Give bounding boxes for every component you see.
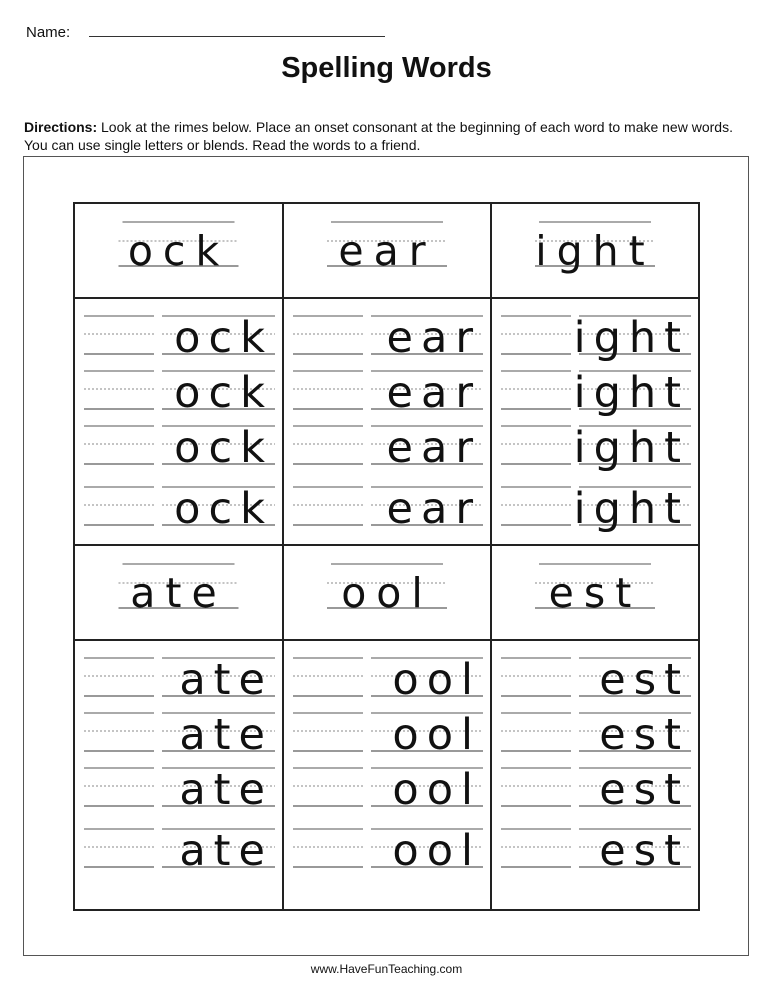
- rime-word-ock: ock: [174, 484, 273, 534]
- rime-word-ool: ool: [392, 655, 481, 705]
- rime-word-ear: ear: [386, 313, 481, 363]
- rime-word-ock: ock: [174, 423, 273, 473]
- header-rime-ock: ock: [127, 227, 230, 275]
- rime-word-ear: ear: [386, 368, 481, 418]
- rime-word-ool: ool: [392, 765, 481, 815]
- rime-word-ear: ear: [386, 484, 481, 534]
- header-rime-est: est: [548, 569, 642, 617]
- rime-word-ight: ight: [573, 423, 689, 473]
- rime-word-ate: ate: [179, 826, 273, 876]
- header-rime-ool: ool: [341, 569, 433, 617]
- rime-word-est: est: [599, 765, 689, 815]
- rime-word-est: est: [599, 826, 689, 876]
- rime-word-ool: ool: [392, 710, 481, 760]
- rime-word-ate: ate: [179, 655, 273, 705]
- rime-word-ear: ear: [386, 423, 481, 473]
- header-rime-ight: ight: [535, 227, 655, 275]
- footer-url: www.HaveFunTeaching.com: [310, 962, 463, 976]
- rime-word-ock: ock: [174, 368, 273, 418]
- name-label: Name:: [26, 24, 71, 41]
- directions-label: Directions:: [24, 119, 98, 135]
- rime-word-ight: ight: [573, 313, 689, 363]
- rime-word-ate: ate: [179, 765, 273, 815]
- header-rime-ear: ear: [338, 227, 436, 275]
- rime-word-est: est: [599, 710, 689, 760]
- header-rime-ate: ate: [130, 569, 227, 617]
- rime-word-ight: ight: [573, 368, 689, 418]
- rime-word-ock: ock: [174, 313, 273, 363]
- rime-word-est: est: [599, 655, 689, 705]
- page-title: Spelling Words: [281, 52, 492, 84]
- rime-word-ate: ate: [179, 710, 273, 760]
- rime-word-ool: ool: [392, 826, 481, 876]
- rime-word-ight: ight: [573, 484, 689, 534]
- directions-text: Look at the rimes below. Place an onset consonant at the beginning of each word to make new words. You can use single letters or blends. Read the words to a friend.: [24, 119, 733, 153]
